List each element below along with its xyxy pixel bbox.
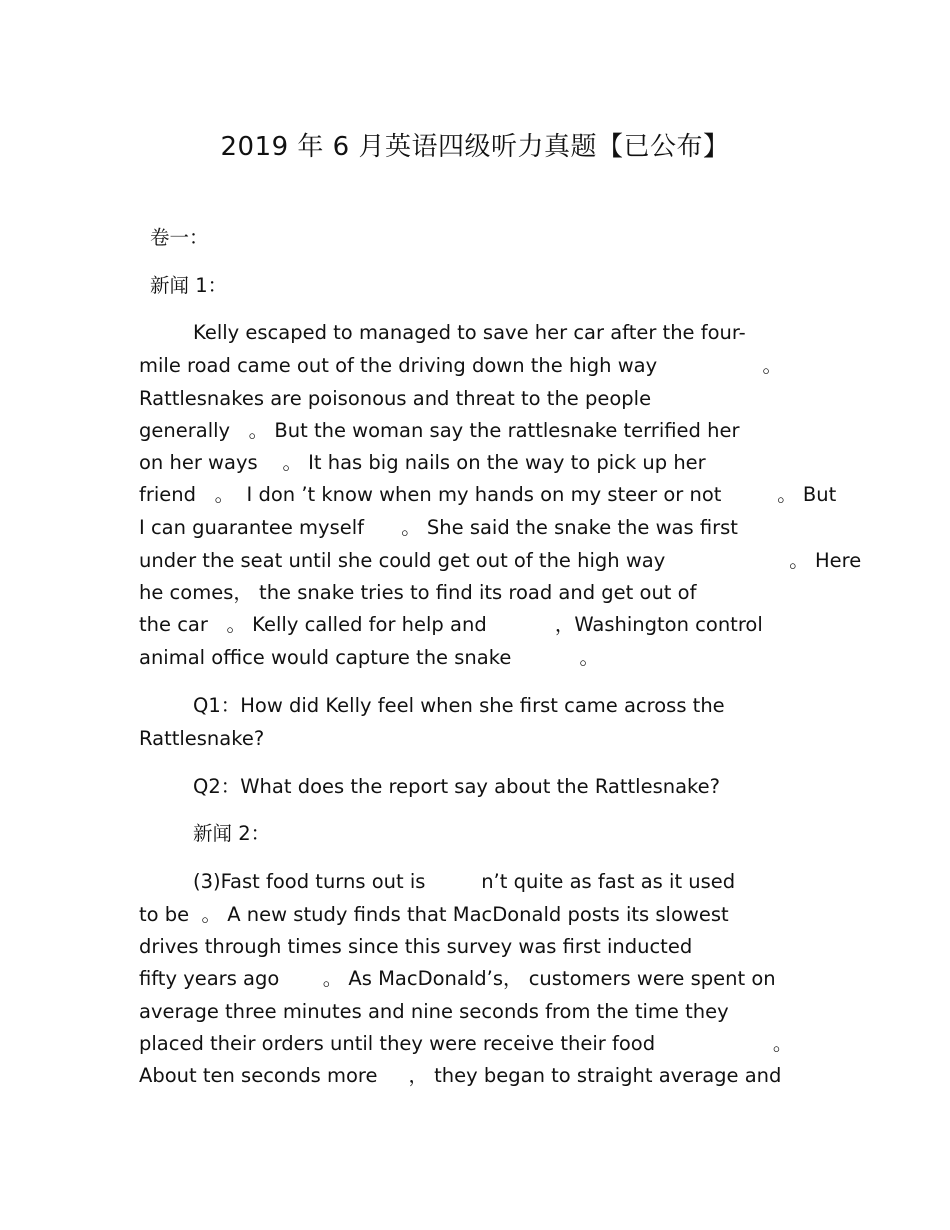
paragraph-line: (3)Fast food turns out is n’t quite as fast as it used bbox=[193, 870, 736, 893]
paragraph-line: he comes， the snake tries to find its road and get out of bbox=[139, 581, 697, 604]
paragraph-line: I can guarantee myself 。 She said the snake the was first bbox=[139, 516, 738, 539]
paragraph-line: About ten seconds more ， they began to straight average and bbox=[139, 1064, 782, 1087]
news-label: 新闻 2： bbox=[193, 822, 271, 845]
paragraph-line: under the seat until she could get out of the high way 。 Here bbox=[139, 549, 862, 572]
question-line: Rattlesnake? bbox=[139, 727, 265, 750]
paragraph-line: fifty years ago 。 As MacDonald’s， customers were spent on bbox=[139, 967, 776, 990]
paragraph-line: mile road came out of the driving down the high way 。 bbox=[139, 354, 783, 377]
paragraph-line: the car 。 Kelly called for help and ，Washington control bbox=[139, 613, 763, 636]
section-label: 卷一： bbox=[150, 226, 209, 249]
paragraph-line: average three minutes and nine seconds from the time they bbox=[139, 1000, 729, 1023]
paragraph-line: animal office would capture the snake 。 bbox=[139, 646, 600, 669]
paragraph-line: Kelly escaped to managed to save her car after the four- bbox=[193, 321, 746, 344]
news-label: 新闻 1： bbox=[150, 274, 228, 297]
question-line: Q2：What does the report say about the Rattlesnake? bbox=[193, 775, 721, 798]
paragraph-line: Rattlesnakes are poisonous and threat to the people bbox=[139, 387, 652, 410]
paragraph-line: on her ways 。 It has big nails on the way to pick up her bbox=[139, 451, 706, 474]
paragraph-line: generally 。 But the woman say the rattlesnake terrified her bbox=[139, 419, 740, 442]
document-title: 2019 年 6 月英语四级听力真题【已公布】 bbox=[220, 132, 730, 162]
question-line: Q1：How did Kelly feel when she first came across the bbox=[193, 694, 725, 717]
paragraph-line: drives through times since this survey was first inducted bbox=[139, 935, 693, 958]
paragraph-line: placed their orders until they were receive their food 。 bbox=[139, 1032, 793, 1055]
paragraph-line: to be 。 A new study finds that MacDonald posts its slowest bbox=[139, 903, 729, 926]
paragraph-line: friend 。 I don ’t know when my hands on my steer or not 。 But bbox=[139, 483, 837, 506]
